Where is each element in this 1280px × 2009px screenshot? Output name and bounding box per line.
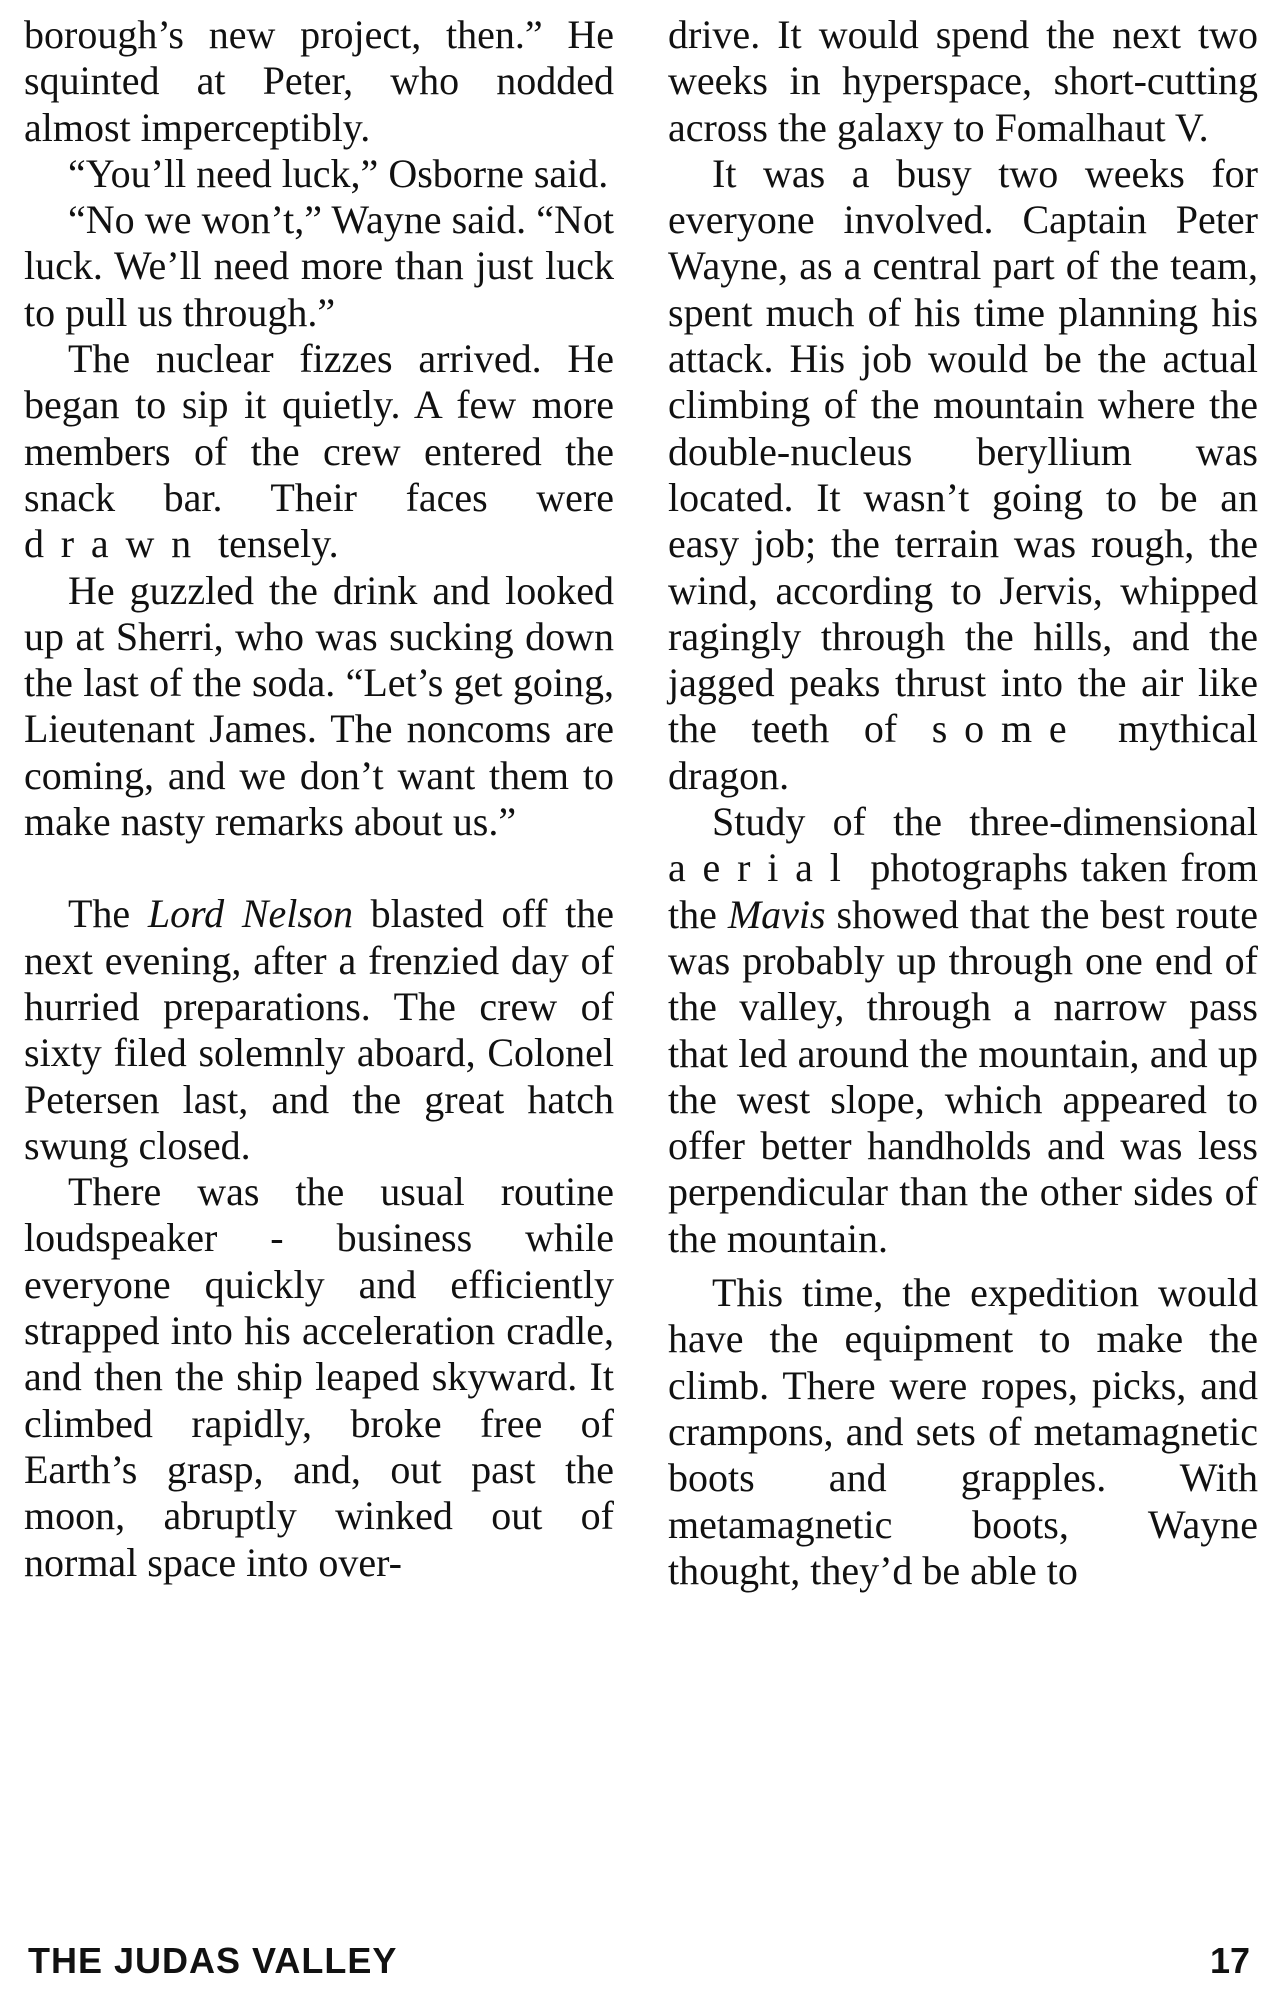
letterspaced-word: some [931, 706, 1084, 752]
letterspaced-word: drawn [24, 521, 208, 567]
paragraph: This time, the expedition would have the equipment to make the climb. There were ropes, picks, and crampons, and sets of metamagnetic boots and grapples. With metamagnetic boots, Wayne thought, they’d be able to [668, 1270, 1258, 1593]
left-text-column [24, 12, 614, 1586]
paragraph: drive. It would spend the next two weeks in hyperspace, short-cutting across the galaxy to Fomalhaut V. [668, 12, 1258, 150]
text-run: mythical dragon. [668, 706, 1258, 798]
paragraph: There was the usual routine loudspeaker - business while everyone quickly and efficiently strapped into his acceleration cradle, and then the ship leaped skyward. It climbed rapidly, broke free of Earth’s grasp, and, out past the moon, abruptly winked out of normal space into over- [24, 1169, 614, 1585]
text-run: The [68, 891, 148, 937]
running-footer-title: THE JUDAS VALLEY [28, 1940, 398, 1981]
text-run: tensely. [207, 521, 339, 567]
right-text-column [668, 12, 1258, 1594]
page-number: 17 [1209, 1940, 1250, 1981]
ship-name: Mavis [727, 891, 826, 937]
text-run: Study of the three-dimensional [712, 799, 1258, 845]
text-run: It was a busy two weeks for everyone involved. Captain Peter Wayne, as a central part of the team, spent much of his time planning his attack. His job would be the actual climbing of the mountain where the double-nucleus beryllium was located. It wasn’t going to be an easy job; the terrain was rough, the wind, according to Jervis, whipped ragingly through the hills, and the jagged peaks thrust into the air like the teeth of [668, 150, 1258, 752]
paragraph: borough’s new project, then.” He squinted at Peter, who nodded almost imperceptibly. [24, 12, 614, 150]
text-run: blasted off the next evening, after a frenzied day of hurried preparations. The crew of sixty filed solemnly aboard, Colonel Petersen last, and the great hatch swung closed. [24, 891, 614, 1168]
paragraph: “No we won’t,” Wayne said. “Not luck. We’ll need more than just luck to pull us through.” [24, 197, 614, 335]
paragraph [24, 336, 614, 567]
paragraph: “You’ll need luck,” Osborne said. [68, 150, 609, 196]
text-run: photographs taken from the [668, 845, 1258, 937]
paragraph [668, 151, 1258, 799]
text-run: The nuclear fizzes arrived. He began to sip it quietly. A few more members of the crew entered the snack bar. Their faces were [24, 336, 614, 520]
text-run: showed that the best route was probably up through one end of the valley, through a narrow pass that led around the mountain, and up the west slope, which appeared to offer better handholds and was less perpendicular than the other sides of the mountain. [668, 891, 1258, 1261]
letterspaced-word: aerial [668, 845, 858, 891]
paragraph [24, 891, 614, 1169]
paragraph: He guzzled the drink and looked up at Sherri, who was sucking down the last of the soda. “Let’s get going, Lieutenant James. The noncoms are coming, and we don’t want them to make nasty remarks about us.” [24, 567, 614, 845]
paragraph [668, 799, 1258, 1262]
ship-name: Lord Nelson [147, 891, 353, 937]
